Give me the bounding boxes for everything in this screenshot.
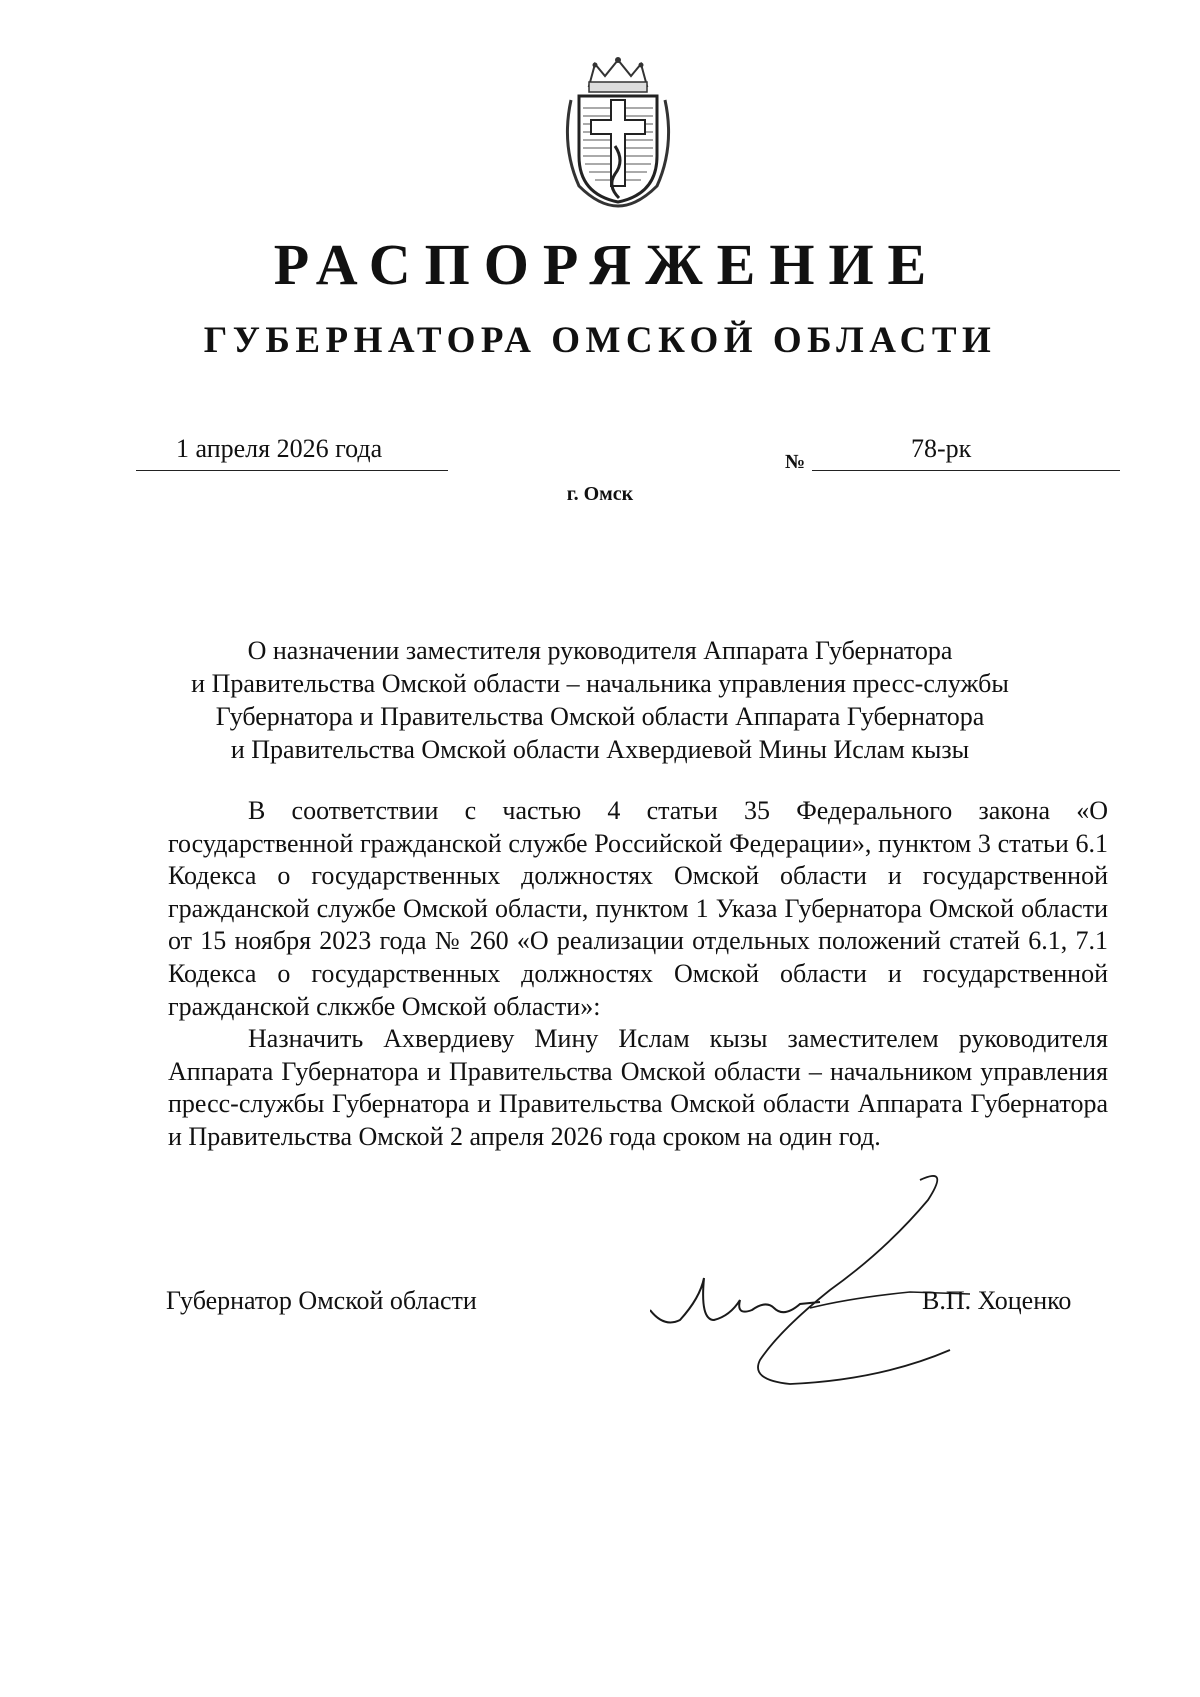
handwritten-signature-icon (650, 1170, 1020, 1390)
signer-name: В.П. Хоценко (922, 1286, 1072, 1315)
omsk-coat-of-arms-icon (559, 56, 677, 208)
document-date: 1 апреля 2026 года (176, 434, 383, 463)
body-paragraph: Назначить Ахвердиеву Мину Ислам кызы заместителем руководителя Аппарата Губернатора и Правительства Омской области – начальником управления пресс-службы Губернатора и Правительства Омской области Аппарата Губернатора и Правительства Омской 2 апреля 2026 года сроком на один год. (168, 1024, 1108, 1151)
document-city: г. Омск (566, 483, 634, 505)
number-field (812, 432, 1120, 471)
heading-line: и Правительства Омской области – начальника управления пресс-службы (191, 669, 1009, 698)
document-body (168, 795, 1108, 1154)
document-heading (150, 634, 1050, 766)
document-subtitle: ГУБЕРНАТОРА ОМСКОЙ ОБЛАСТИ (203, 320, 997, 361)
number-sign: № (785, 451, 806, 473)
signer-title: Губернатор Омской области (166, 1286, 477, 1315)
date-field (136, 432, 448, 471)
document-title: РАСПОРЯЖЕНИЕ (273, 232, 941, 297)
heading-line: О назначении заместителя руководителя Аппарата Губернатора (247, 636, 953, 665)
body-paragraph: В соответствии с частью 4 статьи 35 Федерального закона «О государственной гражданской службе Российской Федерации», пунктом 3 статьи 6.1 Кодекса о государственных должностях Омской области и государственной гражданской службе Омской области, пунктом 1 Указа Губернатора Омской области от 15 ноября 2023 года № 260 «О реализации отдельных положений статей 6.1, 7.1 Кодекса о государственных должностях Омской области и государственной гражданской слкжбе Омской области»: (168, 796, 1108, 1021)
heading-line: и Правительства Омской области Ахвердиевой Мины Ислам кызы (230, 735, 970, 764)
document-number: 78-рк (911, 434, 972, 463)
heading-line: Губернатора и Правительства Омской области Аппарата Губернатора (215, 702, 985, 731)
